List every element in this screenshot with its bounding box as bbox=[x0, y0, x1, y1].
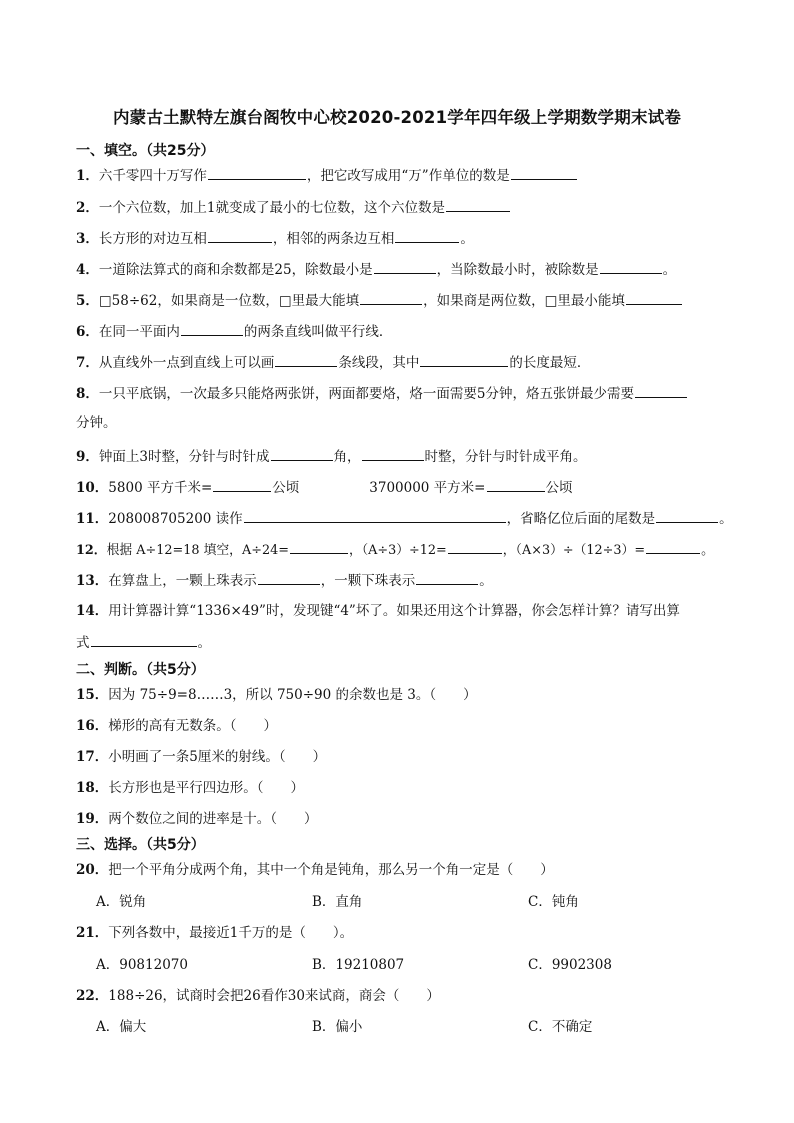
question-number: 18． bbox=[76, 780, 109, 796]
option-c[interactable]: C．9902308 bbox=[528, 957, 612, 973]
question-number: 17． bbox=[76, 749, 109, 765]
question-number: 21． bbox=[76, 925, 109, 941]
question-text: 长方形的对边互相 bbox=[98, 231, 207, 247]
answer-blank[interactable] bbox=[181, 321, 243, 336]
answer-blank[interactable] bbox=[275, 352, 337, 367]
question-text: ，省略亿位后面的尾数是 bbox=[506, 511, 656, 527]
question-text: 时整，分针与时针成平角。 bbox=[424, 449, 587, 465]
question-text: 根据 A÷12=18 填空，A÷24= bbox=[106, 543, 289, 558]
question-number: 10． bbox=[76, 480, 109, 496]
question-text: 把一个平角分成两个角，其中一个角是钝角，那么另一个角一定是（ ） bbox=[108, 862, 554, 878]
question-text: 3700000 平方米= bbox=[369, 480, 486, 496]
answer-blank[interactable] bbox=[362, 446, 424, 461]
question-text: 式 bbox=[76, 635, 90, 651]
option-a[interactable]: A．偏大 bbox=[96, 1019, 147, 1035]
question-number: 6． bbox=[76, 324, 99, 340]
question-text: 公顷 bbox=[272, 480, 300, 496]
question-text: 分钟。 bbox=[76, 415, 117, 431]
question-15 bbox=[76, 685, 477, 705]
question-text: ，如果商是两位数，□里最小能填 bbox=[423, 293, 625, 309]
question-text: 的长度最短． bbox=[509, 355, 591, 371]
question-14 bbox=[76, 601, 680, 621]
question-number: 14． bbox=[76, 603, 109, 619]
question-text: 两个数位之间的进率是十。（ ） bbox=[108, 811, 318, 827]
answer-blank[interactable] bbox=[511, 165, 577, 180]
question-number: 2． bbox=[76, 200, 99, 216]
answer-blank[interactable] bbox=[395, 228, 459, 243]
section-heading-fill-blank: 一、填空。（共25分） bbox=[76, 143, 215, 159]
question-text: 梯形的高有无数条。（ ） bbox=[108, 718, 278, 734]
question-number: 19． bbox=[76, 811, 109, 827]
question-11 bbox=[76, 508, 733, 529]
option-a[interactable]: A．锐角 bbox=[96, 894, 147, 910]
question-3 bbox=[76, 228, 474, 249]
section-heading-choice: 三、选择。（共5分） bbox=[76, 837, 205, 853]
option-b[interactable]: B．19210807 bbox=[312, 957, 405, 973]
question-number: 16． bbox=[76, 718, 109, 734]
question-text: 小明画了一条5厘米的射线。（ ） bbox=[108, 749, 327, 765]
question-number: 4． bbox=[76, 262, 99, 278]
question-number: 13． bbox=[76, 573, 109, 589]
answer-blank[interactable] bbox=[420, 352, 508, 367]
question-7 bbox=[76, 352, 590, 373]
question-number: 20． bbox=[76, 862, 109, 878]
option-c[interactable]: C．不确定 bbox=[528, 1019, 593, 1035]
section-heading-true-false: 二、判断。（共5分） bbox=[76, 662, 205, 678]
question-text: 。 bbox=[479, 573, 493, 589]
question-text: □58÷62，如果商是一位数，□里最大能填 bbox=[98, 293, 360, 309]
answer-blank[interactable] bbox=[656, 508, 718, 523]
question-number: 11． bbox=[76, 511, 109, 527]
question-18 bbox=[76, 778, 304, 798]
question-text: 从直线外一点到直线上可以画 bbox=[98, 355, 275, 371]
answer-blank[interactable] bbox=[635, 383, 687, 398]
question-text: 。 bbox=[701, 543, 714, 558]
question-number: 12． bbox=[76, 543, 107, 558]
question-text: ，相邻的两条边互相 bbox=[272, 231, 395, 247]
question-number: 8． bbox=[76, 386, 99, 402]
question-number: 5． bbox=[76, 293, 99, 309]
answer-blank[interactable] bbox=[91, 632, 197, 647]
question-8 bbox=[76, 383, 688, 404]
question-8-continued bbox=[76, 413, 117, 433]
question-number: 7． bbox=[76, 355, 99, 371]
answer-blank[interactable] bbox=[290, 539, 348, 554]
question-2 bbox=[76, 197, 511, 218]
answer-blank[interactable] bbox=[271, 446, 333, 461]
question-text: 长方形也是平行四边形。（ ） bbox=[108, 780, 305, 796]
answer-blank[interactable] bbox=[258, 570, 320, 585]
question-6 bbox=[76, 321, 392, 342]
question-text: 角， bbox=[333, 449, 361, 465]
question-17 bbox=[76, 747, 326, 767]
option-b[interactable]: B．偏小 bbox=[312, 1019, 363, 1035]
question-text: ，一颗下珠表示 bbox=[320, 573, 416, 589]
question-22 bbox=[76, 986, 440, 1006]
question-19 bbox=[76, 809, 318, 829]
question-text: 5800 平方千米= bbox=[108, 480, 213, 496]
answer-blank[interactable] bbox=[448, 539, 502, 554]
question-12 bbox=[76, 539, 714, 561]
page-title: 内蒙古土默特左旗台阁牧中心校2020-2021学年四年级上学期数学期末试卷 bbox=[112, 108, 682, 127]
question-text: ，当除数最小时，被除数是 bbox=[436, 262, 599, 278]
question-text: 一只平底锅，一次最多只能烙两张饼，两面都要烙，烙一面需要5分钟，烙五张饼最少需要 bbox=[98, 386, 634, 402]
question-text: 在算盘上，一颗上珠表示 bbox=[108, 573, 257, 589]
question-text: 一个六位数，加上1就变成了最小的七位数，这个六位数是 bbox=[98, 200, 445, 216]
question-16 bbox=[76, 716, 277, 736]
question-text: 用计算器计算“1336×49”时，发现键“4”坏了。如果还用这个计算器，你会怎样计算？请写出算 bbox=[108, 603, 680, 619]
question-10 bbox=[76, 477, 573, 498]
question-text: 公顷 bbox=[545, 480, 573, 496]
question-text: 208008705200 读作 bbox=[108, 511, 243, 527]
answer-blank[interactable] bbox=[208, 165, 306, 180]
option-b[interactable]: B．直角 bbox=[312, 894, 363, 910]
question-number: 3． bbox=[76, 231, 99, 247]
answer-blank[interactable] bbox=[446, 197, 510, 212]
answer-blank[interactable] bbox=[600, 259, 662, 274]
question-text: ，把它改写成用“万”作单位的数是 bbox=[306, 168, 510, 184]
question-text: ，（A×3）÷（12÷3）= bbox=[502, 543, 646, 558]
question-number: 9． bbox=[76, 449, 99, 465]
question-text: ，（A÷3）÷12= bbox=[348, 543, 447, 558]
question-text: 一道除法算式的商和余数都是25，除数最小是 bbox=[98, 262, 373, 278]
question-number: 1． bbox=[76, 168, 99, 184]
question-text: 六千零四十万写作 bbox=[98, 168, 207, 184]
question-number: 15． bbox=[76, 687, 109, 703]
question-text: 因为 75÷9=8……3，所以 750÷90 的余数也是 3。（ ） bbox=[108, 687, 477, 703]
answer-blank[interactable] bbox=[360, 290, 422, 305]
answer-blank[interactable] bbox=[416, 570, 478, 585]
question-text: 下列各数中，最接近1千万的是（ ）。 bbox=[108, 925, 354, 941]
question-1 bbox=[76, 165, 578, 186]
question-number: 22． bbox=[76, 988, 109, 1004]
option-a[interactable]: A．90812070 bbox=[96, 957, 188, 973]
question-5 bbox=[76, 290, 683, 311]
question-9 bbox=[76, 446, 587, 467]
question-text: 。 bbox=[719, 511, 733, 527]
question-21 bbox=[76, 923, 353, 943]
answer-blank[interactable] bbox=[213, 477, 271, 492]
question-text: 的两条直线叫做平行线． bbox=[243, 324, 393, 340]
question-text: 188÷26，试商时会把26看作30来试商，商会（ ） bbox=[108, 988, 440, 1004]
option-c[interactable]: C．钝角 bbox=[528, 894, 579, 910]
answer-blank[interactable] bbox=[374, 259, 436, 274]
question-text: 条线段，其中 bbox=[338, 355, 420, 371]
question-text: 在同一平面内 bbox=[98, 324, 180, 340]
question-text: 钟面上3时整，分针与时针成 bbox=[98, 449, 270, 465]
answer-blank[interactable] bbox=[244, 508, 506, 523]
question-text: 。 bbox=[197, 635, 211, 651]
question-4 bbox=[76, 259, 676, 280]
question-text: 。 bbox=[460, 231, 474, 247]
answer-blank[interactable] bbox=[626, 290, 682, 305]
question-text: 。 bbox=[662, 262, 677, 278]
answer-blank[interactable] bbox=[646, 539, 700, 554]
question-13 bbox=[76, 570, 493, 591]
answer-blank[interactable] bbox=[208, 228, 272, 243]
answer-blank[interactable] bbox=[487, 477, 545, 492]
question-14-continued bbox=[76, 632, 211, 653]
question-20 bbox=[76, 860, 554, 880]
